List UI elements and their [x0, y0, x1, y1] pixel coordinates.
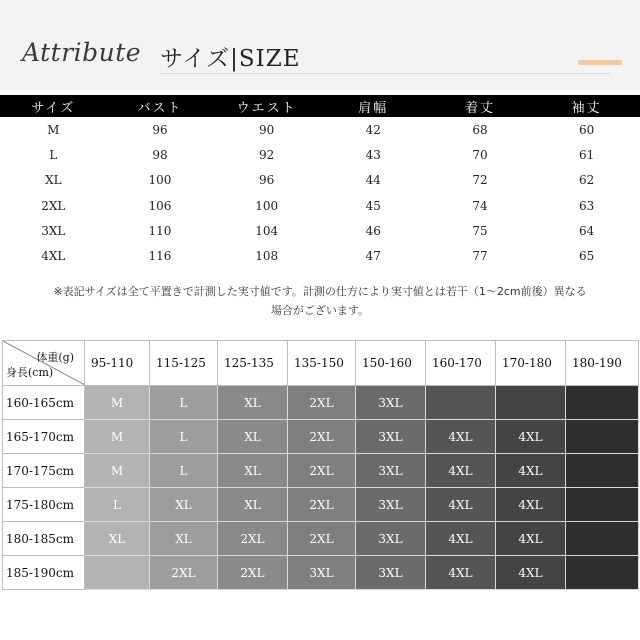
size-table-cell: 60: [579, 122, 595, 137]
fit-size-cell: XL: [218, 420, 288, 454]
weight-header-cell: 180-190: [566, 341, 639, 386]
fit-size-cell: [566, 420, 639, 454]
fit-size-cell: 2XL: [218, 556, 288, 590]
height-label-cell: 175-180cm: [3, 488, 85, 522]
title-divider: [160, 73, 610, 74]
fit-table-row: [3, 522, 639, 556]
fit-size-cell: L: [85, 488, 150, 522]
column-header-bust: バスト: [107, 95, 214, 117]
fit-size-cell: 4XL: [426, 556, 496, 590]
fit-size-cell: M: [85, 386, 150, 420]
size-table-cell: 4XL: [41, 249, 66, 264]
fit-size-cell: 4XL: [426, 420, 496, 454]
size-table-cell: 98: [152, 147, 168, 162]
size-table-cell: L: [49, 147, 58, 162]
fit-size-cell: 4XL: [496, 556, 566, 590]
fit-size-cell: [566, 386, 639, 420]
fit-size-cell: 4XL: [426, 522, 496, 556]
corner-height-label: 身長(cm): [6, 366, 54, 379]
size-table-row: [0, 142, 640, 167]
column-header-waist: ウエスト: [213, 95, 320, 117]
height-label-cell: 165-170cm: [3, 420, 85, 454]
fit-size-cell: XL: [218, 386, 288, 420]
size-table-cell: 96: [259, 173, 275, 188]
size-table-cell: 90: [259, 122, 275, 137]
size-table-row: [0, 243, 640, 268]
fit-size-cell: [566, 522, 639, 556]
size-table-cell: 96: [152, 122, 168, 137]
size-table-cell: 64: [579, 223, 595, 238]
weight-header-cell: 170-180: [496, 341, 566, 386]
size-table-cell: 100: [255, 198, 279, 213]
fit-table-body: [3, 341, 639, 590]
fit-table: [2, 340, 639, 590]
note-line-1: ※表記サイズは全て平置きで計測した実寸値です。計測の仕方により実寸値とは若干（1～2cm前後）異なる: [53, 285, 587, 298]
size-table-cell: XL: [45, 173, 62, 188]
fit-size-cell: [566, 454, 639, 488]
fit-table-corner: [3, 341, 85, 386]
size-table-cell: 106: [148, 198, 172, 213]
size-table-cell: 74: [472, 198, 488, 213]
fit-table-row: [3, 556, 639, 590]
column-header-shoulder: 肩幅: [320, 95, 427, 117]
fit-size-cell: 2XL: [288, 488, 356, 522]
fit-size-cell: 3XL: [356, 420, 426, 454]
fit-size-cell: 3XL: [356, 454, 426, 488]
size-table-row: [0, 218, 640, 243]
note-line-2: 場合がございます。: [270, 304, 370, 317]
fit-size-cell: XL: [150, 522, 218, 556]
fit-size-cell: 2XL: [218, 522, 288, 556]
size-table-cell: 77: [472, 249, 488, 264]
fit-size-cell: [85, 556, 150, 590]
size-table-cell: 116: [148, 249, 172, 264]
size-table-cell: 46: [365, 223, 381, 238]
size-table-row: [0, 193, 640, 218]
fit-size-cell: XL: [85, 522, 150, 556]
fit-size-cell: 4XL: [496, 488, 566, 522]
size-table-cell: 92: [259, 147, 275, 162]
fit-size-cell: 2XL: [288, 454, 356, 488]
fit-table-row: [3, 454, 639, 488]
fit-size-cell: L: [150, 454, 218, 488]
fit-size-cell: L: [150, 386, 218, 420]
fit-size-cell: 4XL: [496, 454, 566, 488]
fit-size-cell: 2XL: [288, 420, 356, 454]
height-label-cell: 170-175cm: [3, 454, 85, 488]
size-table-cell: 63: [579, 198, 595, 213]
size-table: [0, 95, 640, 269]
weight-header-cell: 115-125: [150, 341, 218, 386]
fit-table-header-row: [3, 341, 639, 386]
size-table-cell: 2XL: [41, 198, 66, 213]
size-table-cell: 72: [472, 173, 488, 188]
fit-size-cell: L: [150, 420, 218, 454]
page-title: サイズ|SIZE: [160, 46, 301, 72]
size-table-cell: 100: [148, 173, 172, 188]
fit-table-row: [3, 488, 639, 522]
weight-header-cell: 125-135: [218, 341, 288, 386]
fit-size-cell: 3XL: [288, 556, 356, 590]
fit-size-cell: XL: [150, 488, 218, 522]
size-table-cell: 110: [148, 223, 172, 238]
weight-header-cell: 160-170: [426, 341, 496, 386]
size-table-body: [0, 117, 640, 269]
fit-size-cell: 4XL: [426, 488, 496, 522]
height-label-cell: 185-190cm: [3, 556, 85, 590]
fit-table-row: [3, 420, 639, 454]
fit-size-cell: 3XL: [356, 556, 426, 590]
size-table-cell: 65: [579, 249, 595, 264]
size-table-cell: 68: [472, 122, 488, 137]
size-table-cell: 45: [365, 198, 381, 213]
fit-size-cell: 3XL: [356, 386, 426, 420]
fit-size-cell: 4XL: [496, 420, 566, 454]
fit-size-cell: 2XL: [288, 386, 356, 420]
script-title: Attribute: [22, 38, 142, 67]
height-label-cell: 160-165cm: [3, 386, 85, 420]
size-table-cell: 43: [365, 147, 381, 162]
fit-size-cell: M: [85, 420, 150, 454]
fit-size-cell: M: [85, 454, 150, 488]
column-header-size: サイズ: [0, 95, 107, 117]
size-table-row: [0, 168, 640, 193]
size-table-cell: 75: [472, 223, 488, 238]
fit-size-cell: [566, 556, 639, 590]
weight-header-cell: 95-110: [85, 341, 150, 386]
size-table-row: [0, 117, 640, 142]
size-table-header-row: [0, 95, 640, 117]
size-table-cell: 70: [472, 147, 488, 162]
fit-size-cell: 3XL: [356, 488, 426, 522]
size-table-cell: 61: [579, 147, 595, 162]
size-table-cell: 108: [255, 249, 279, 264]
weight-header-cell: 135-150: [288, 341, 356, 386]
fit-table-row: [3, 386, 639, 420]
size-table-cell: 104: [255, 223, 279, 238]
accent-bar: [578, 60, 622, 65]
fit-size-cell: [566, 488, 639, 522]
weight-header-cell: 150-160: [356, 341, 426, 386]
column-header-length: 着丈: [427, 95, 534, 117]
size-table-cell: 42: [365, 122, 381, 137]
fit-size-cell: 4XL: [426, 454, 496, 488]
fit-size-cell: 2XL: [150, 556, 218, 590]
column-header-sleeve: 袖丈: [533, 95, 640, 117]
size-table-cell: 47: [365, 249, 381, 264]
fit-size-cell: 3XL: [356, 522, 426, 556]
fit-size-cell: [496, 386, 566, 420]
fit-size-cell: 2XL: [288, 522, 356, 556]
height-label-cell: 180-185cm: [3, 522, 85, 556]
fit-size-cell: XL: [218, 488, 288, 522]
size-table-cell: 3XL: [41, 223, 66, 238]
fit-size-cell: 4XL: [496, 522, 566, 556]
corner-weight-label: 体重(g): [36, 351, 74, 364]
size-table-cell: 44: [365, 173, 381, 188]
fit-size-cell: XL: [218, 454, 288, 488]
size-table-cell: M: [47, 122, 60, 137]
size-table-cell: 62: [579, 173, 595, 188]
fit-size-cell: [426, 386, 496, 420]
